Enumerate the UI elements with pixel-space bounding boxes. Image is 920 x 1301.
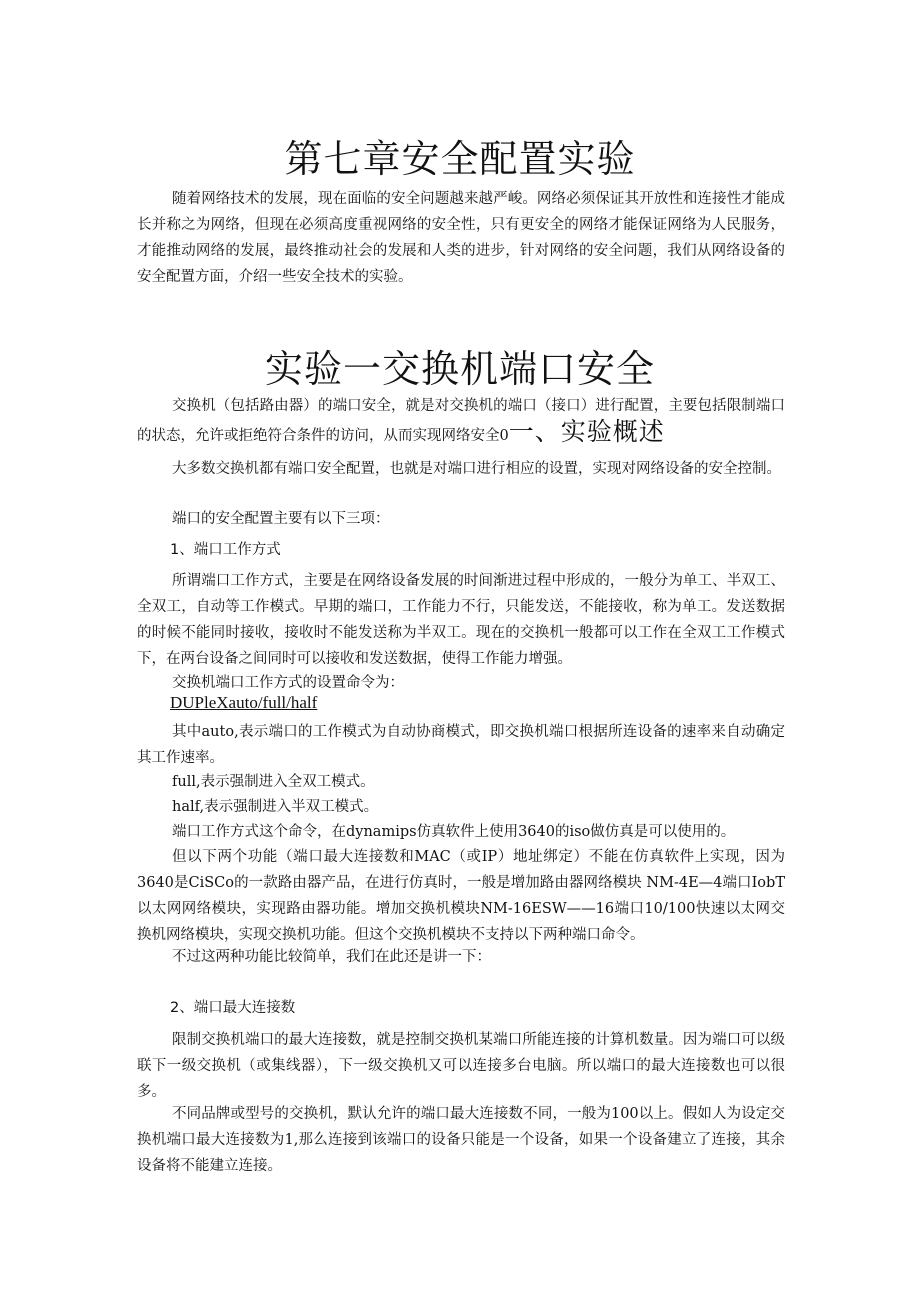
full-paragraph: full,表示强制进入全双工模式。	[172, 774, 375, 790]
lab-intro-text: 交换机（包括路由器）的端口安全，就是对交换机的端口（接口）进行配置，主要包括限制端口的状态，允许或拒绝符合条件的访问，从而实现网络安全0	[137, 398, 785, 444]
overview-heading: 一、实验概述	[508, 417, 665, 446]
default-connections-paragraph: 不同品牌或型号的交换机，默认允许的端口最大连接数不同，一般为100以上。假如人为设定交换机端口最大连接数为1,那么连接到该端口的设备只能是一个设备，如果一个设备建立了连接，其余设备将不能建立连接。	[137, 1106, 785, 1174]
limits-paragraph: 但以下两个功能（端口最大连接数和MAC（或IP）地址绑定）不能在仿真软件上实现，因为3640是CiSCo的一款路由器产品，在进行仿真时，一般是增加路由器网络模块 NM-4E—4端口IobT以太网网络模块，实现路由器功能。增加交换机模块NM-16ESW——16端口10/100快速以太网交换机网络模块，实现交换机功能。但这个交换机模块不支持以下两种端口命令。	[137, 849, 785, 943]
duplex-command: DUPleXauto/full/half	[170, 693, 318, 712]
half-paragraph: half,表示强制进入半双工模式。	[172, 799, 379, 815]
auto-paragraph: 其中auto,表示端口的工作模式为自动协商模式，即交换机端口根据所连设备的速率来自动确定其工作速率。	[137, 724, 785, 766]
three-items-paragraph: 端口的安全配置主要有以下三项：	[172, 511, 390, 527]
intro-paragraph: 随着网络技术的发展，现在面临的安全问题越来越严峻。网络必须保证其开放性和连接性才能成长并称之为网络，但现在必须高度重视网络的安全性，只有更安全的网络才能保证网络为人民服务，才能推动网络的发展，最终推动社会的发展和人类的进步，针对网络的安全问题，我们从网络设备的安全配置方面，介绍一些安全技术的实验。	[137, 191, 785, 285]
explain-paragraph: 不过这两种功能比较简单，我们在此还是讲一下：	[172, 949, 491, 965]
command-intro-paragraph: 交换机端口工作方式的设置命令为：	[172, 675, 404, 691]
overview-paragraph: 大多数交换机都有端口安全配置，也就是对端口进行相应的设置，实现对网络设备的安全控制。	[172, 461, 781, 477]
dynamips-paragraph: 端口工作方式这个命令，在dynamips仿真软件上使用3640的iso做仿真是可以使用的。	[172, 824, 736, 840]
lab-intro-paragraph	[137, 393, 785, 449]
mode-description-paragraph: 所谓端口工作方式，主要是在网络设备发展的时间渐进过程中形成的，一般分为单工、半双工、全双工，自动等工作模式。早期的端口，工作能力不行，只能发送，不能接收，称为单工。发送数据的时候不能同时接收，接收时不能发送称为半双工。现在的交换机一般都可以工作在全双工工作模式下，在两台设备之间同时可以接收和发送数据，使得工作能力增强。	[137, 573, 785, 667]
lab-title: 实验一交换机端口安全	[264, 347, 655, 391]
max-connections-paragraph: 限制交换机端口的最大连接数，就是控制交换机某端口所能连接的计算机数量。因为端口可以级联下一级交换机（或集线器），下一级交换机又可以连接多台电脑。所以端口的最大连接数也可以很多。	[137, 1032, 785, 1100]
chapter-title: 第七章安全配置实验	[284, 137, 636, 181]
section1-heading: 1、端口工作方式	[170, 542, 281, 558]
section2-heading: 2、端口最大连接数	[170, 1000, 296, 1016]
